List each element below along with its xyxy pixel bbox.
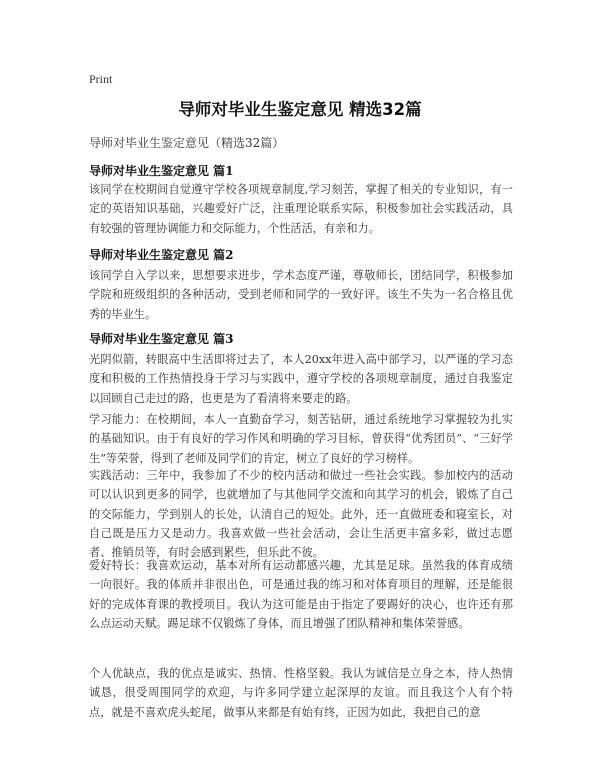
paragraph: 个人优缺点，我的优点是诚实、热情、性格坚毅。我认为诚信是立身之本，待人热情诚恳，很受周围同学的欢迎，与许多同学建立起深厚的友谊。而且我这个人有个特点，就是不喜欢虎头蛇尾，做事从来都是有始有终，正因为如此，我把自己的意	[89, 667, 513, 719]
paragraph: 爱好特长：我喜欢运动，基本对所有运动都感兴趣，尤其是足球。虽然我的体育成绩一向很好。我的体质并非很出色，可是通过我的练习和对体育项目的理解，还是能很好的完成体育课的教授项目。我认为这可能是由于指定了要踢好的决心，也许还有那么点运动天赋。踢足球不仅锻炼了身体，而且增强了团队精神和集体荣誉感。	[89, 559, 513, 630]
paragraph: 实践活动：三年中，我参加了不少的校内活动和做过一些社会实践。参加校内的活动可以认识到更多的同学，也就增加了与其他同学交流和向其学习的机会，锻炼了自己的交际能力，学到别人的长处，认清自己的短处。此外，还一直做班委和寝室长，对自己既是压力又是动力。我喜欢做一些社会活动，会让生活更丰富多彩，做过志愿者、推销员等，有时会感到累些，但乐此不彼。	[89, 469, 513, 560]
page-title: 导师对毕业生鉴定意见 精选32篇	[178, 100, 422, 119]
document-subtitle: 导师对毕业生鉴定意见（精选32篇）	[89, 136, 285, 150]
paragraph: 该同学自入学以来，思想要求进步，学术态度严谨，尊敬师长，团结同学，积极参加学院和班级组织的各种活动，受到老师和同学的一致好评。该生不失为一名合格且优秀的毕业生。	[89, 269, 513, 321]
paragraph: 该同学在校期间自觉遵守学校各项规章制度,学习刻苦，掌握了相关的专业知识，有一定的英语知识基础，兴趣爱好广泛，注重理论联系实际，积极参加社会实践活动，具有较强的管理协调能力和交际能力，个性活活，有亲和力。	[89, 183, 513, 235]
paragraph: 光阴似箭，转眼高中生活即将过去了，本人20xx年进入高中部学习，以严谨的学习态度和积极的工作热情投身于学习与实践中，遵守学校的各项规章制度，通过自我鉴定以回顾自己走过的路，也更是为了看清将来要走的路。	[89, 353, 513, 405]
print-label[interactable]: Print	[89, 72, 113, 86]
section-heading-2: 导师对毕业生鉴定意见 篇2	[89, 248, 234, 262]
section-heading-3: 导师对毕业生鉴定意见 篇3	[89, 332, 234, 346]
paragraph: 学习能力：在校期间，本人一直勤奋学习，刻苦钻研，通过系统地学习掌握较为扎实的基础知识。由于有良好的学习作风和明确的学习目标，曾获得“优秀团员”、“三好学生”等荣誉，得到了老师及同学们的肯定，树立了良好的学习榜样。	[89, 413, 513, 465]
section-heading-1: 导师对毕业生鉴定意见 篇1	[89, 164, 234, 178]
